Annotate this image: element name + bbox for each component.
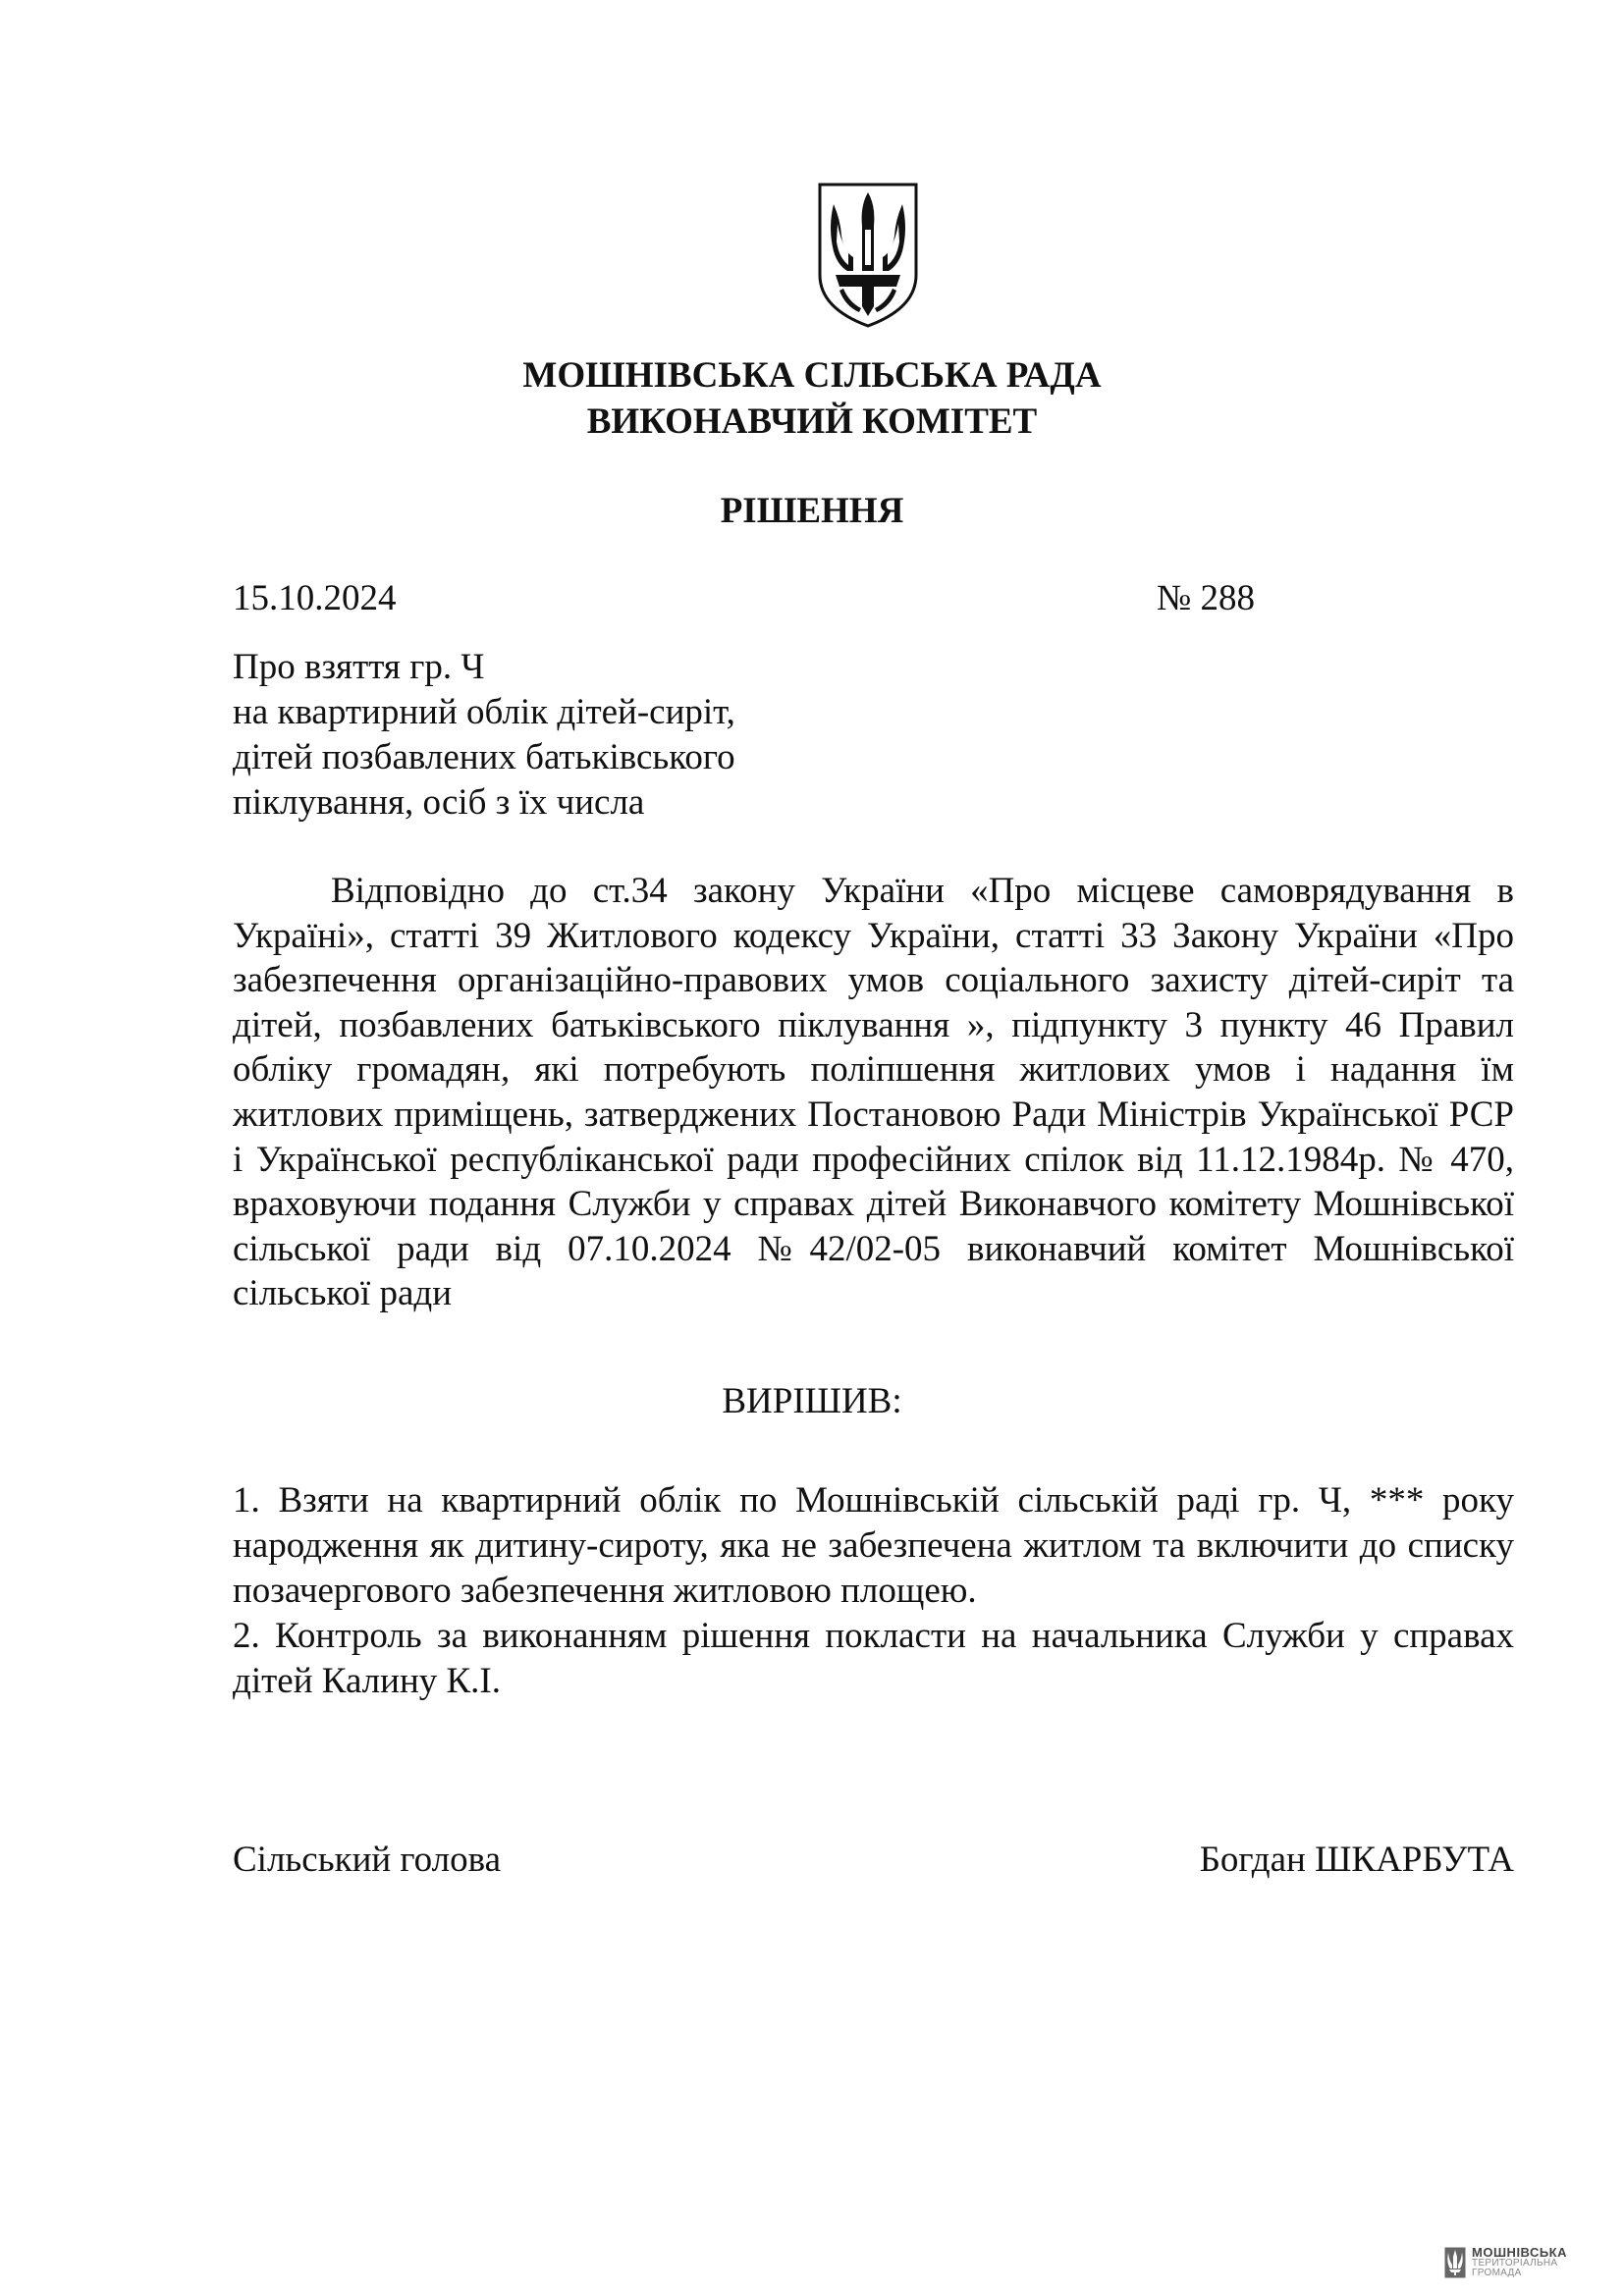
decision-date: 15.10.2024 <box>233 578 397 618</box>
subject-line-4: піклування, осіб з їх числа <box>233 782 645 823</box>
subject-line-3: дітей позбавлених батьківського <box>233 737 735 777</box>
council-name: МОШНІВСЬКА СІЛЬСЬКА РАДА <box>522 355 1102 396</box>
watermark-name: МОШНІВСЬКА <box>1472 2245 1567 2260</box>
watermark-subtitle-2: ГРОМАДА <box>1472 2268 1522 2278</box>
signatory-name: Богдан ШКАРБУТА <box>1199 1840 1514 1880</box>
decision-number: № 288 <box>1157 578 1256 618</box>
document-title: РІШЕННЯ <box>720 491 904 531</box>
trident-icon <box>1444 2247 1466 2278</box>
decision-item-1: 1. Взяти на квартирний облік по Мошнівській сільській раді гр. Ч, *** року народження як дитину-сироту, яка не забезпечена житлом та включити до списку позачергового забезпечення житловою площею. <box>233 1480 1514 1611</box>
signatory-position: Сільський голова <box>233 1840 502 1880</box>
preamble-paragraph: Відповідно до ст.34 закону України «Про місцеве самоврядування в Україні», статті 39 Житлового кодексу України, статті 33 Закону України «Про забезпечення організаційно-правових умов соціального захисту дітей-сиріт та дітей, позбавлених батьківського піклування », підпункту 3 пункту 46 Правил обліку громадян, які потребують поліпшення житлових умов і надання їм житлових приміщень, затверджених Постановою Ради Міністрів Української РСР і Української республіканської ради професійних спілок від 11.12.1984р. № 470, враховуючи подання Служби у справах дітей Виконавчого комітету Мошнівської сільської ради від 07.10.2024 №42/02-05 виконавчий комітет Мошнівської сільської ради <box>233 871 1514 1314</box>
coat-of-arms-trident-icon <box>814 181 922 330</box>
subject-line-2: на квартирний облік дітей-сиріт, <box>233 692 735 732</box>
decision-item-2: 2. Контроль за виконанням рішення покласти на начальника Служби у справах дітей Калину К.І. <box>233 1616 1514 1701</box>
subject-line-1: Про взяття гр. Ч <box>233 647 485 687</box>
community-watermark <box>1444 2246 1567 2278</box>
watermark-subtitle-1: ТЕРИТОРІАЛЬНА <box>1472 2258 1558 2269</box>
committee-name: ВИКОНАВЧИЙ КОМІТЕТ <box>586 401 1038 442</box>
watermark-text <box>1472 2246 1567 2278</box>
resolved-heading: ВИРІШИВ: <box>722 1381 902 1421</box>
